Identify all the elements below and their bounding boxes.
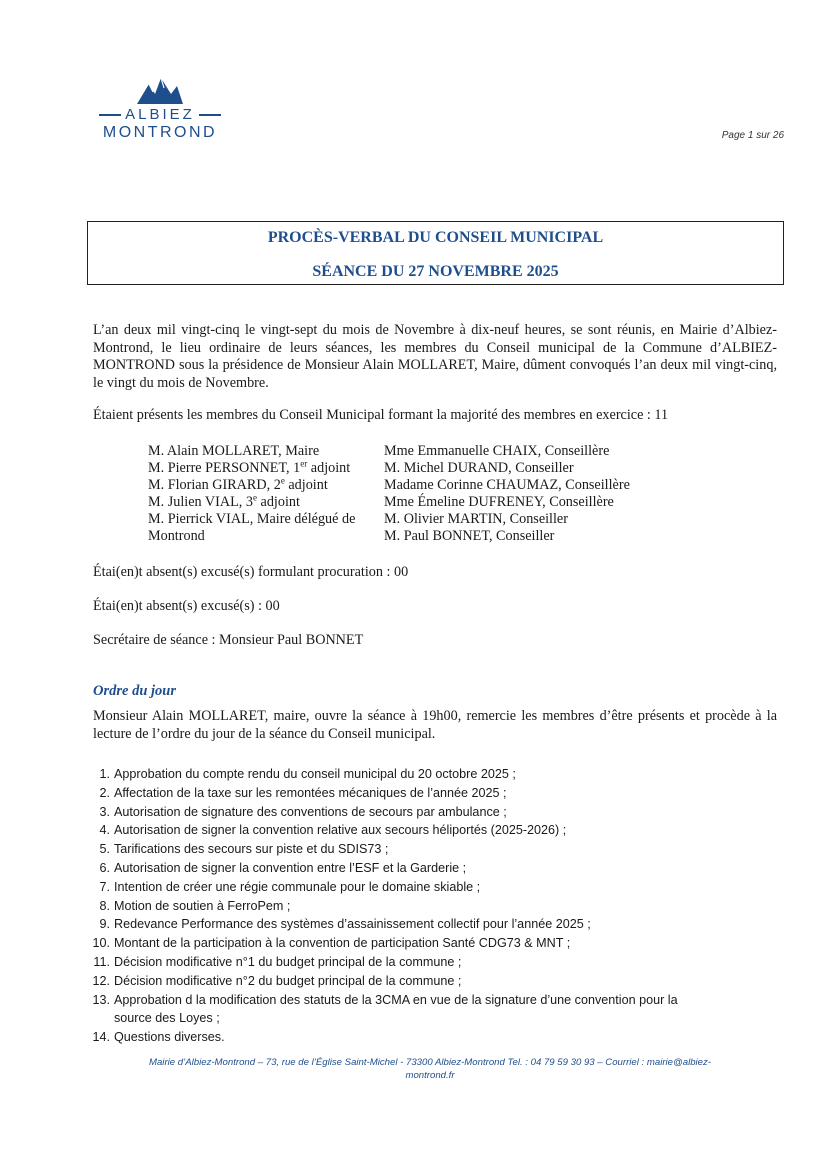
title-box: [87, 221, 784, 285]
mountain-icon: [137, 78, 183, 104]
members-list-right: [384, 443, 684, 545]
member-item: M. Alain MOLLARET, Maire: [148, 443, 320, 459]
member-item: Mme Émeline DUFRENEY, Conseillère: [384, 494, 614, 510]
logo: [90, 78, 230, 144]
member-item: M. Pierre PERSONNET, 1er adjoint: [148, 458, 351, 476]
member-item: Mme Emmanuelle CHAIX, Conseillère: [384, 443, 610, 459]
logo-text-top: ALBIEZ: [90, 106, 230, 123]
agenda-item: 4. Autorisation de signer la convention relative aux secours héliportés (2025-2026) ;: [99, 823, 567, 838]
agenda-list: [88, 765, 688, 1047]
footer-line: Mairie d’Albiez-Montrond – 73, rue de l’Église Saint-Michel - 73300 Albiez-Montrond Tel. : 04 79 59 30 93 – Courriel : mairie@albiez-: [148, 1057, 712, 1068]
agenda-item: 8. Motion de soutien à FerroPem ;: [99, 898, 291, 913]
member-item: M. Florian GIRARD, 2e adjoint: [148, 475, 328, 493]
agenda-item: 10. Montant de la participation à la convention de participation Santé CDG73 & MNT ;: [92, 936, 571, 951]
page-number: Page 1 sur 26: [721, 130, 784, 141]
logo-text-bottom: MONTROND: [102, 124, 218, 141]
opening-paragraph: Monsieur Alain MOLLARET, maire, ouvre la séance à 19h00, remercie les membres d’être présents et procède à la lecture de l’ordre du jour de la séance du Conseil municipal.: [93, 708, 777, 742]
agenda-item: 7. Intention de créer une régie communale pour le domaine skiable ;: [99, 879, 481, 894]
members-list-left: [148, 443, 376, 545]
footer-line: montrond.fr: [405, 1070, 455, 1081]
agenda-item: 5. Tarifications des secours sur piste et du SDIS73 ;: [99, 842, 389, 857]
member-item: M. Paul BONNET, Conseiller: [384, 528, 555, 544]
presents-intro: Étaient présents les membres du Conseil Municipal formant la majorité des membres en exercice : 11: [93, 407, 669, 423]
absent-proxy-line: Étai(en)t absent(s) excusé(s) formulant procuration : 00: [93, 564, 409, 580]
agenda-item: 12. Décision modificative n°2 du budget principal de la commune ;: [92, 973, 462, 988]
agenda-item: 1. Approbation du compte rendu du conseil municipal du 20 octobre 2025 ;: [99, 767, 516, 781]
intro-paragraph: L’an deux mil vingt-cinq le vingt-sept du mois de Novembre à dix-neuf heures, se sont réunis, en Mairie d’Albiez-Montrond, le lieu ordinaire de leurs séances, les membres du Conseil municipal de la Commune d’ALBIEZ-MONTROND sous la présidence de Monsieur Alain MOLLARET, Maire, dûment convoqués l’an deux mil vingt-cinq, le vingt du mois de Novembre.: [93, 322, 777, 391]
footer-address: [100, 1056, 760, 1082]
agenda-item: 2. Affectation de la taxe sur les remontées mécaniques de l’année 2025 ;: [99, 785, 507, 800]
absent-line: Étai(en)t absent(s) excusé(s) : 00: [93, 598, 280, 614]
secretary-line: Secrétaire de séance : Monsieur Paul BONNET: [93, 632, 364, 648]
agenda-item: 6. Autorisation de signer la convention entre l’ESF et la Garderie ;: [99, 860, 467, 875]
member-item: M. Pierrick VIAL, Maire délégué de Montrond: [148, 511, 356, 544]
agenda-item: 3. Autorisation de signature des conventions de secours par ambulance ;: [99, 804, 507, 819]
agenda-item: 9. Redevance Performance des systèmes d’assainissement collectif pour l’année 2025 ;: [99, 917, 591, 932]
member-item: M. Olivier MARTIN, Conseiller: [384, 511, 568, 527]
member-item: M. Michel DURAND, Conseiller: [384, 460, 574, 476]
member-item: M. Julien VIAL, 3e adjoint: [148, 492, 300, 510]
agenda-item: 11. Décision modificative n°1 du budget principal de la commune ;: [93, 954, 462, 969]
member-item: Madame Corinne CHAUMAZ, Conseillère: [384, 477, 630, 493]
agenda-item: 13. Approbation d la modification des statuts de la 3CMA en vue de la signature d’une convention pour la source des Loyes ;: [92, 992, 678, 1026]
agenda-item: 14. Questions diverses.: [92, 1030, 225, 1045]
agenda-heading: Ordre du jour: [93, 683, 176, 699]
document-title: PROCÈS-VERBAL DU CONSEIL MUNICIPAL: [267, 229, 604, 246]
session-date-title: SÉANCE DU 27 NOVEMBRE 2025: [312, 263, 559, 280]
